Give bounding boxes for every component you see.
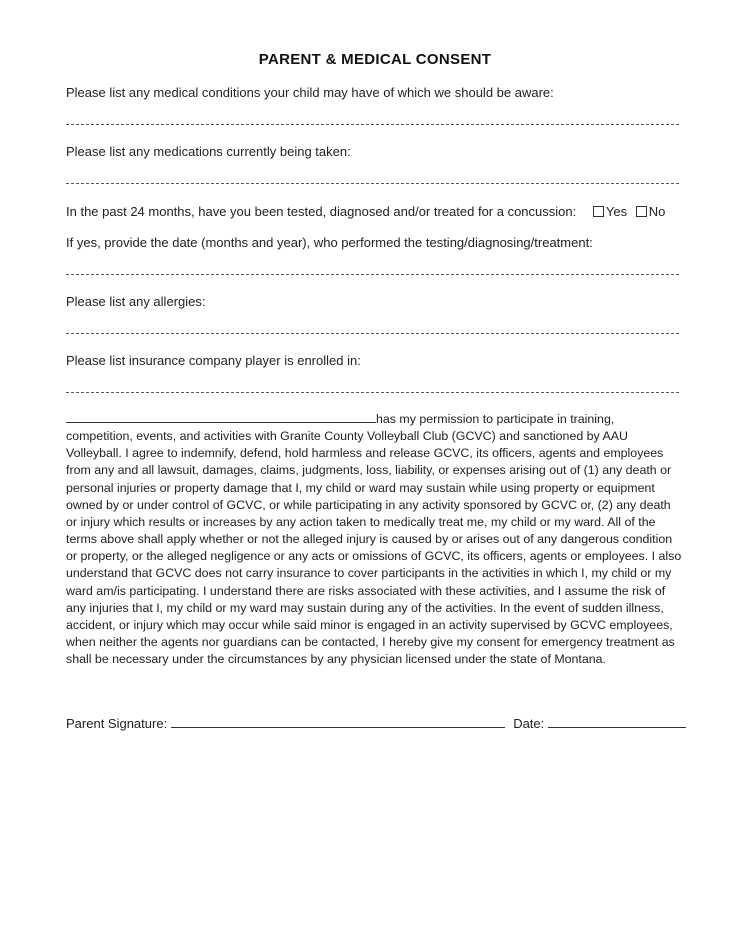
date-label: Date: (513, 716, 545, 731)
insurance-question: Please list insurance company player is enrolled in: (66, 353, 361, 368)
participant-name-line[interactable] (66, 410, 376, 423)
medical-conditions-answer-line[interactable] (66, 124, 679, 125)
allergies-question: Please list any allergies: (66, 294, 206, 309)
concussion-question: In the past 24 months, have you been tested, diagnosed and/or treated for a concussion: (66, 204, 577, 219)
concussion-options (588, 204, 665, 219)
consent-text: has my permission to participate in training, competition, events, and activities with Granite County Volleyball Club (GCVC) and sanctioned by AAU Volleyball. I agree to indemnify, defend, hold harmless and release GCVC, its officers, agents and employees from any and all lawsuit, damages, claims, judgments, loss, liability, or expenses arising out of (1) any death or personal injuries or property damage that I, my child or ward may sustain while using property or equipment owned by or under control of GCVC, or while participating in any activity sponsored by GCVC or, (2) any death or injury which results or increases by any action taken to medically treat me, my child or my ward. All of the terms above shall apply whether or not the alleged injury is caused by or arises out of any dangerous condition or property, or the alleged negligence or any acts or omissions of GCVC, its officers, agents or employees. I also understand that GCVC does not carry insurance to cover participants in the activities in which I, my child or my ward am/is participating. I understand there are risks associated with these activities, and I assume the risk of any injuries that I, my child or my ward may sustain during any of the activities. In the event of sudden illness, accident, or injury which may occur while said minor is engaged in an activity supervised by GCVC employees, when neither the agents nor guardians can be contacted, I hereby give my consent for emergency treatment as shall be necessary under the circumstances by any physician licensed under the state of Montana. (66, 412, 682, 667)
concussion-no-label: No (648, 204, 666, 219)
medications-question: Please list any medications currently being taken: (66, 144, 351, 159)
signature-row (66, 716, 686, 731)
concussion-question-row (66, 204, 665, 219)
parent-signature-line[interactable] (171, 716, 505, 728)
insurance-answer-line[interactable] (66, 392, 679, 393)
medications-answer-line[interactable] (66, 183, 679, 184)
allergies-answer-line[interactable] (66, 333, 679, 334)
medical-conditions-question: Please list any medical conditions your child may have of which we should be aware: (66, 85, 554, 100)
date-line[interactable] (548, 716, 686, 728)
page-title: PARENT & MEDICAL CONSENT (258, 51, 492, 68)
concussion-yes-checkbox[interactable] (593, 206, 604, 217)
parent-signature-label: Parent Signature: (66, 716, 168, 731)
concussion-no-checkbox[interactable] (636, 206, 647, 217)
concussion-details-answer-line[interactable] (66, 274, 679, 275)
concussion-yes-label: Yes (605, 204, 628, 219)
consent-paragraph (66, 410, 682, 668)
concussion-details-question: If yes, provide the date (months and year), who performed the testing/diagnosing/treatment: (66, 235, 593, 250)
